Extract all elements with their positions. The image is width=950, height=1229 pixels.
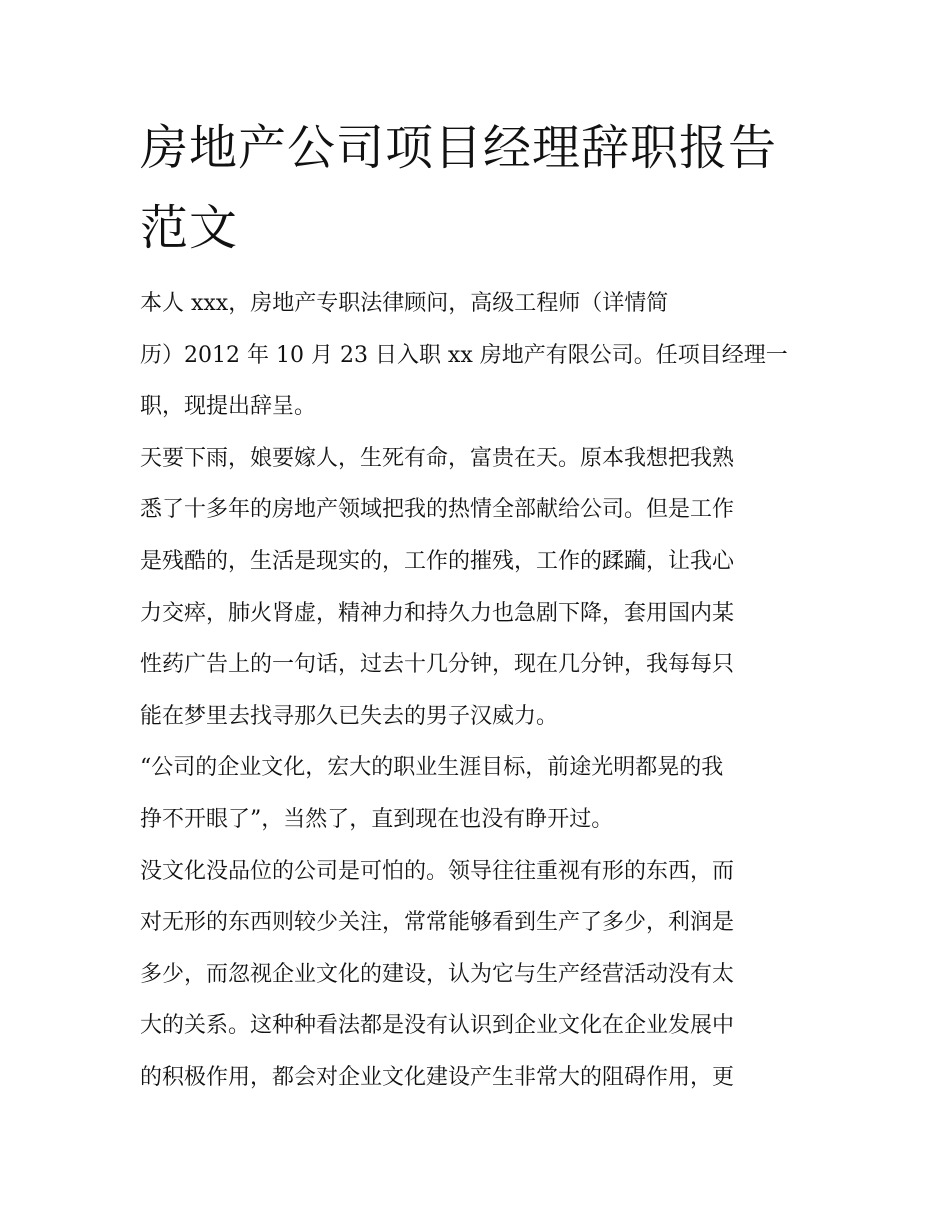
title-line: 范文 [140, 200, 239, 256]
text-line: 多少，而忽视企业文化的建设，认为它与生产经营活动没有太 [140, 961, 735, 987]
text-line: 大的关系。这种种看法都是没有认识到企业文化在企业发展中 [140, 1013, 735, 1039]
text-line: 历）2012 年 10 月 23 日入职 xx 房地产有限公司。任项目经理一 [140, 342, 788, 368]
text-line: 力交瘁，肺火肾虚，精神力和持久力也急剧下降，套用国内某 [140, 600, 735, 626]
text-line: 没文化没品位的公司是可怕的。领导往往重视有形的东西，而 [140, 858, 735, 884]
paragraph [140, 846, 812, 1104]
text-line: 对无形的东西则较少关注，常常能够看到生产了多少，利润是 [140, 910, 735, 936]
text-line: 挣不开眼了”，当然了，直到现在也没有睁开过。 [140, 806, 614, 832]
document-body [140, 278, 812, 1104]
text-line: 的积极作用，都会对企业文化建设产生非常大的阻碍作用，更 [140, 1064, 735, 1090]
text-line: 性药广告上的一句话，过去十几分钟，现在几分钟，我每每只 [140, 652, 735, 678]
paragraph [140, 433, 812, 743]
text-line: 悉了十多年的房地产领域把我的热情全部献给公司。但是工作 [140, 497, 735, 523]
paragraph [140, 278, 812, 433]
text-line: 能在梦里去找寻那久已失去的男子汉威力。 [140, 703, 559, 729]
paragraph [140, 742, 812, 845]
page-title [140, 108, 820, 268]
text-line: 天要下雨，娘要嫁人，生死有命，富贵在天。原本我想把我熟 [140, 445, 735, 471]
text-line: 是残酷的，生活是现实的，工作的摧残，工作的蹂躏，让我心 [140, 548, 735, 574]
text-line: 职，现提出辞呈。 [140, 394, 317, 420]
title-line: 房地产公司项目经理辞职报告 [140, 120, 778, 176]
text-line: 本人 xxx，房地产专职法律顾问，高级工程师（详情简 [140, 291, 669, 316]
text-line: “公司的企业文化，宏大的职业生涯目标，前途光明都晃的我 [140, 755, 724, 781]
